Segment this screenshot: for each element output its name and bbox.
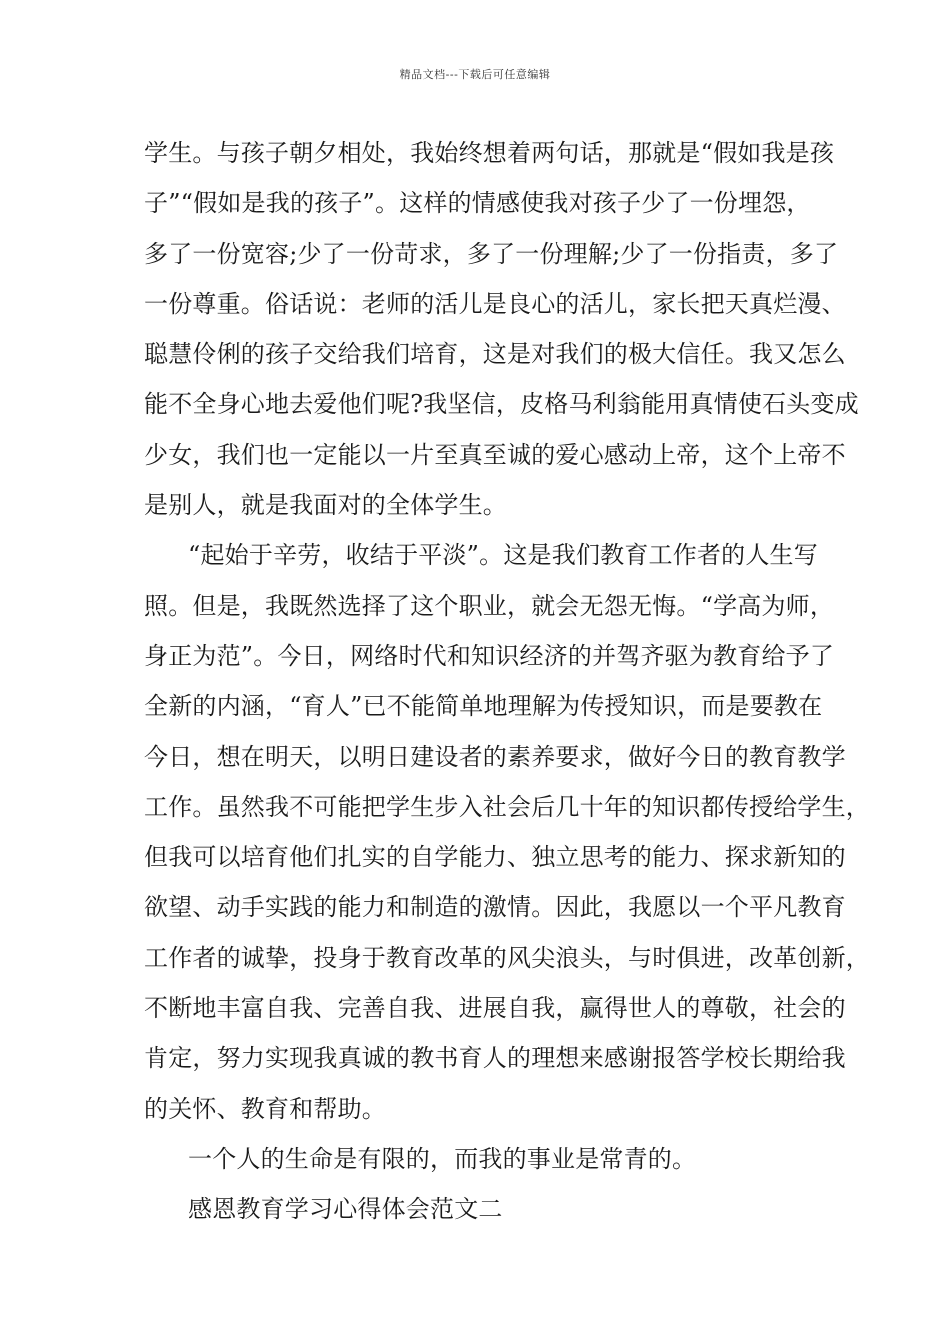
body-line: 不断地丰富自我、完善自我、进展自我，赢得世人的尊敬，社会的	[144, 994, 846, 1023]
document-body	[144, 128, 870, 1235]
body-line: 工作者的诚挚，投身于教育改革的风尖浪头，与时俱进，改革创新，	[144, 943, 870, 972]
body-line: 少女，我们也一定能以一片至真至诚的爱心感动上帝，这个上帝不	[144, 440, 846, 469]
body-line: 学生。与孩子朝夕相处，我始终想着两句话，那就是“假如我是孩	[144, 139, 835, 167]
paragraph-start-line: “起始于辛劳，收结于平淡”。这是我们教育工作者的人生写	[188, 541, 818, 570]
body-line: 欲望、动手实践的能力和制造的激情。因此，我愿以一个平凡教育	[144, 893, 846, 922]
body-line: 子”“假如是我的孩子”。这样的情感使我对孩子少了一份埋怨，	[144, 189, 811, 218]
body-line: 今日，想在明天，以明日建设者的素养要求，做好今日的教育教学	[144, 742, 846, 771]
body-line: 一份尊重。俗话说：老师的活儿是良心的活儿，家长把天真烂漫、	[144, 289, 846, 318]
section-heading: 感恩教育学习心得体会范文二	[188, 1195, 503, 1224]
body-line: 工作。虽然我不可能把学生步入社会后几十年的知识都传授给学生，	[144, 792, 870, 821]
body-line: 聪慧伶俐的孩子交给我们培育，这是对我们的极大信任。我又怎么	[144, 340, 846, 369]
body-line: 全新的内涵，“育人”已不能简单地理解为传授知识，而是要教在	[144, 692, 823, 721]
body-line: 多了一份宽容;少了一份苛求，多了一份理解;少了一份指责，多了	[144, 239, 839, 268]
paragraph-start-line: 一个人的生命是有限的，而我的事业是常青的。	[188, 1144, 697, 1173]
page-header: 精品文档---下载后可任意编辑	[399, 68, 551, 81]
body-line: 照。但是，我既然选择了这个职业，就会无怨无悔。“学高为师，	[144, 591, 835, 620]
body-line: 但我可以培育他们扎实的自学能力、独立思考的能力、探求新知的	[144, 843, 846, 872]
body-line: 是别人，就是我面对的全体学生。	[144, 491, 507, 520]
body-line: 身正为范”。今日，网络时代和知识经济的并驾齐驱为教育给予了	[144, 641, 835, 670]
body-line: 的关怀、教育和帮助。	[144, 1094, 386, 1123]
body-line: 能不全身心地去爱他们呢?我坚信，皮格马利翁能用真情使石头变成	[144, 390, 859, 419]
body-line: 肯定，努力实现我真诚的教书育人的理想来感谢报答学校长期给我	[144, 1044, 846, 1073]
